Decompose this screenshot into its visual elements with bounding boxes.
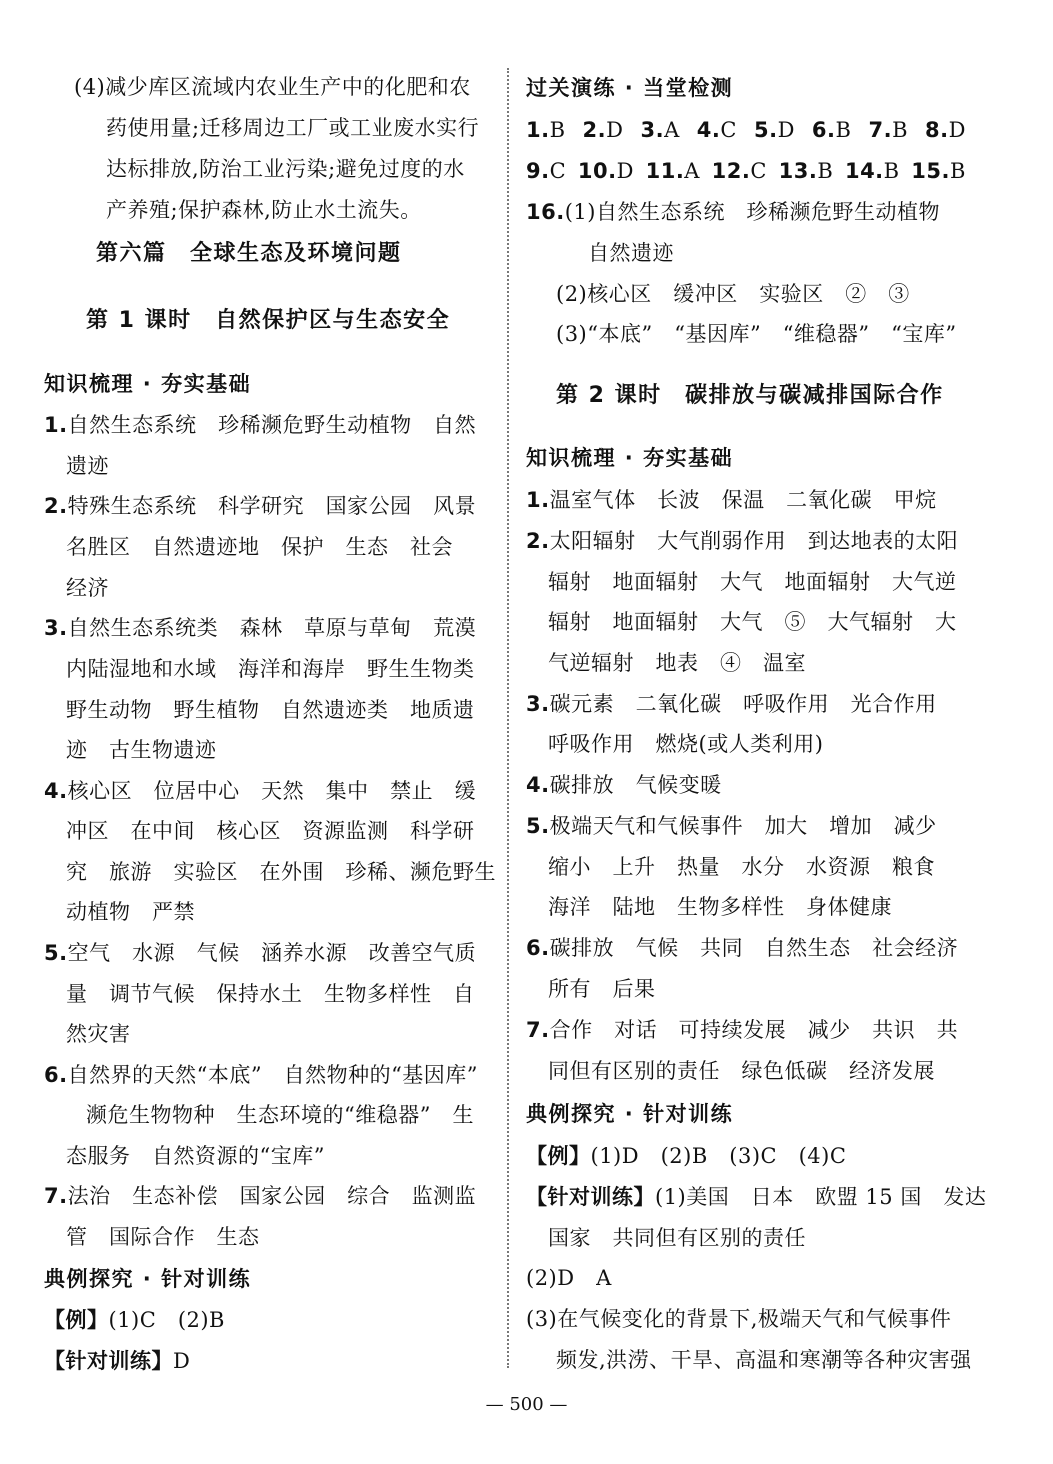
answer-letter: B [949,159,966,183]
answer-letter: B [892,118,908,142]
list-item [526,527,958,555]
list-item [44,411,476,439]
question-number: 8. [925,118,949,142]
item-text: 法治 生态补偿 国家公园 综合 监测监 [67,1184,477,1208]
answer-letter: D [616,159,634,183]
answer-letter: B [835,118,852,142]
mc-answer [812,116,852,144]
mc-answer [754,116,795,144]
item-text: 呼吸作用 燃烧(或人类利用) [548,732,824,756]
mc-answers-row [526,116,966,144]
item-text: 海洋 陆地 生物多样性 身体健康 [548,895,892,919]
item-number: 6. [526,936,550,960]
item-text: 究 旅游 实验区 在外围 珍稀、濒危野生 [66,860,496,884]
mc-answer [779,157,834,185]
mc-answer [526,116,566,144]
list-item [526,486,937,514]
item-text: 自然生态系统类 森林 草原与草甸 荒漠 [67,616,477,640]
training-text: D [173,1349,191,1373]
training-tag: 【针对训练】 [44,1349,173,1373]
mc-answer [526,157,566,185]
question-number: 11. [645,159,685,183]
answer-line: (3)“本底” “基因库” “维稳器” “宝库” [556,322,957,346]
list-item [526,812,937,840]
section-heading: 过关演练 · 当堂检测 [526,76,734,100]
list-item [526,1016,958,1044]
training-text: 国家 共同但有区别的责任 [548,1226,806,1250]
example-text: (1)C (2)B [108,1308,225,1332]
item-text: 野生动物 野生植物 自然遗迹类 地质遗 [66,698,475,722]
item-text: 极端天气和气候事件 加大 增加 减少 [549,814,937,838]
answer-letter: C [549,159,567,183]
item-number: 1. [44,413,68,437]
part-title: 第六篇 全球生态及环境问题 [96,241,402,266]
item-number: 5. [44,941,68,965]
item-text: 温室气体 长波 保温 二氧化碳 甲烷 [549,488,937,512]
answer-line: 药使用量;迁移周边工厂或工业废水实行 [106,116,480,140]
example-tag: 【例】 [526,1144,591,1168]
item-text: 遗迹 [66,454,109,478]
example-answer [44,1306,225,1334]
question-number: 10. [577,159,617,183]
item-text: 辐射 地面辐射 大气 地面辐射 大气逆 [548,570,957,594]
example-text: (1)D (2)B (3)C (4)C [590,1144,847,1168]
item-text: 缩小 上升 热量 水分 水资源 粮食 [548,855,935,879]
mc-answer [845,157,900,185]
question-number: 2. [582,118,607,142]
list-item [526,934,958,962]
question-number: 5. [753,118,778,142]
answer-letter: D [777,118,795,142]
page-number: — 500 — [485,1394,568,1415]
item-text: 冲区 在中间 核心区 资源监测 科学研 [66,819,475,843]
item-text: 所有 后果 [548,977,656,1001]
training-answer [44,1347,190,1375]
mc-answer [641,116,680,144]
mc-answer [712,157,767,185]
item-text: 管 国际合作 生态 [66,1225,260,1249]
answer-letter: B [883,159,900,183]
list-item [526,771,722,799]
question-16 [526,198,940,226]
item-text: 特殊生态系统 科学研究 国家公园 风景 [67,494,477,518]
section-heading: 典例探究 · 针对训练 [526,1102,734,1126]
item-text: 同但有区别的责任 绿色低碳 经济发展 [548,1059,935,1083]
list-item [44,1182,476,1210]
item-text: 迹 古生物遗迹 [66,738,217,762]
item-text: 内陆湿地和水域 海洋和海岸 野生生物类 [66,657,475,681]
item-number: 5. [526,814,550,838]
list-item [526,690,937,718]
answer-letter: C [750,159,767,183]
answer-line: 达标排放,防治工业污染;避免过度的水 [106,157,465,181]
item-number: 7. [526,1018,550,1042]
training-text: (3)在气候变化的背景下,极端天气和气候事件 [526,1307,952,1331]
answer-line: 产养殖;保护森林,防止水土流失。 [106,198,422,222]
question-number: 15. [911,159,950,183]
list-item [44,1061,478,1089]
question-number: 3. [640,118,665,142]
mc-answer [578,157,634,185]
question-number: 9. [526,159,550,183]
example-answer [526,1142,846,1170]
question-number: 4. [696,118,721,142]
section-heading: 知识梳理 · 夯实基础 [526,446,734,470]
training-text: 频发,洪涝、干旱、高温和寒潮等各种灾害强 [556,1348,972,1372]
mc-answer [697,116,737,144]
column-divider [507,68,509,1368]
list-item [44,614,476,642]
answer-letter: C [720,118,737,142]
question-number: 6. [811,118,836,142]
training-text: (1)美国 日本 欧盟 15 国 发达 [655,1185,987,1209]
item-text: 量 调节气候 保持水土 生物多样性 自 [66,982,475,1006]
item-number: 4. [526,773,550,797]
item-text: 气逆辐射 地表 ④ 温室 [548,651,806,675]
answer-letter: B [817,159,834,183]
lesson-title: 第 1 课时 自然保护区与生态安全 [86,308,451,333]
item-text: 态服务 自然资源的“宝库” [66,1144,325,1168]
item-number: 1. [526,488,550,512]
list-item [44,939,476,967]
lesson-title: 第 2 课时 碳排放与碳减排国际合作 [556,383,944,408]
answer-line: 自然遗迹 [588,241,674,265]
item-text: 然灾害 [66,1022,131,1046]
mc-answer [868,116,908,144]
question-number: 12. [711,159,751,183]
question-number: 16. [526,200,565,224]
training-text: (2)D A [526,1266,612,1290]
question-number: 14. [844,159,884,183]
answer-line: (1)自然生态系统 珍稀濒危野生动植物 [564,200,940,224]
item-text: 经济 [66,576,109,600]
mc-answer [911,157,966,185]
list-item [44,777,476,805]
section-heading: 知识梳理 · 夯实基础 [44,372,252,396]
question-number: 7. [868,118,893,142]
item-text: 空气 水源 气候 涵养水源 改善空气质 [67,941,477,965]
answer-letter: D [606,118,624,142]
item-number: 6. [44,1063,68,1087]
item-number: 7. [44,1184,68,1208]
section-heading: 典例探究 · 针对训练 [44,1267,252,1291]
item-text: 名胜区 自然遗迹地 保护 生态 社会 [66,535,453,559]
item-text: 碳排放 气候变暖 [549,773,722,797]
mc-answers-row [526,157,966,185]
item-text: 碳排放 气候 共同 自然生态 社会经济 [549,936,959,960]
answer-line: (2)核心区 缓冲区 实验区 ② ③ [556,282,910,306]
question-number: 13. [778,159,818,183]
item-text: 合作 对话 可持续发展 减少 共识 共 [549,1018,959,1042]
list-item [44,492,476,520]
item-text: 辐射 地面辐射 大气 ⑤ 大气辐射 大 [548,610,957,634]
item-number: 3. [44,616,68,640]
mc-answer [646,157,700,185]
answer-letter: B [549,118,566,142]
item-text: 自然生态系统 珍稀濒危野生动植物 自然 [67,413,477,437]
answer-letter: A [664,118,680,142]
mc-answer [583,116,624,144]
item-text: 自然界的天然“本底” 自然物种的“基因库” [67,1063,479,1087]
answer-line: (4)减少库区流域内农业生产中的化肥和农 [74,75,471,99]
item-number: 4. [44,779,68,803]
training-answer [526,1183,986,1211]
item-number: 2. [44,494,68,518]
item-text: 核心区 位居中心 天然 集中 禁止 缓 [67,779,477,803]
answer-letter: D [948,118,966,142]
item-text: 太阳辐射 大气削弱作用 到达地表的太阳 [549,529,959,553]
mc-answer [925,116,966,144]
item-number: 3. [526,692,550,716]
item-text: 濒危生物物种 生态环境的“维稳器” 生 [86,1103,474,1127]
example-tag: 【例】 [44,1308,109,1332]
item-text: 碳元素 二氧化碳 呼吸作用 光合作用 [549,692,937,716]
question-number: 1. [526,118,550,142]
answer-letter: A [684,159,700,183]
training-tag: 【针对训练】 [526,1185,655,1209]
item-text: 动植物 严禁 [66,900,195,924]
item-number: 2. [526,529,550,553]
